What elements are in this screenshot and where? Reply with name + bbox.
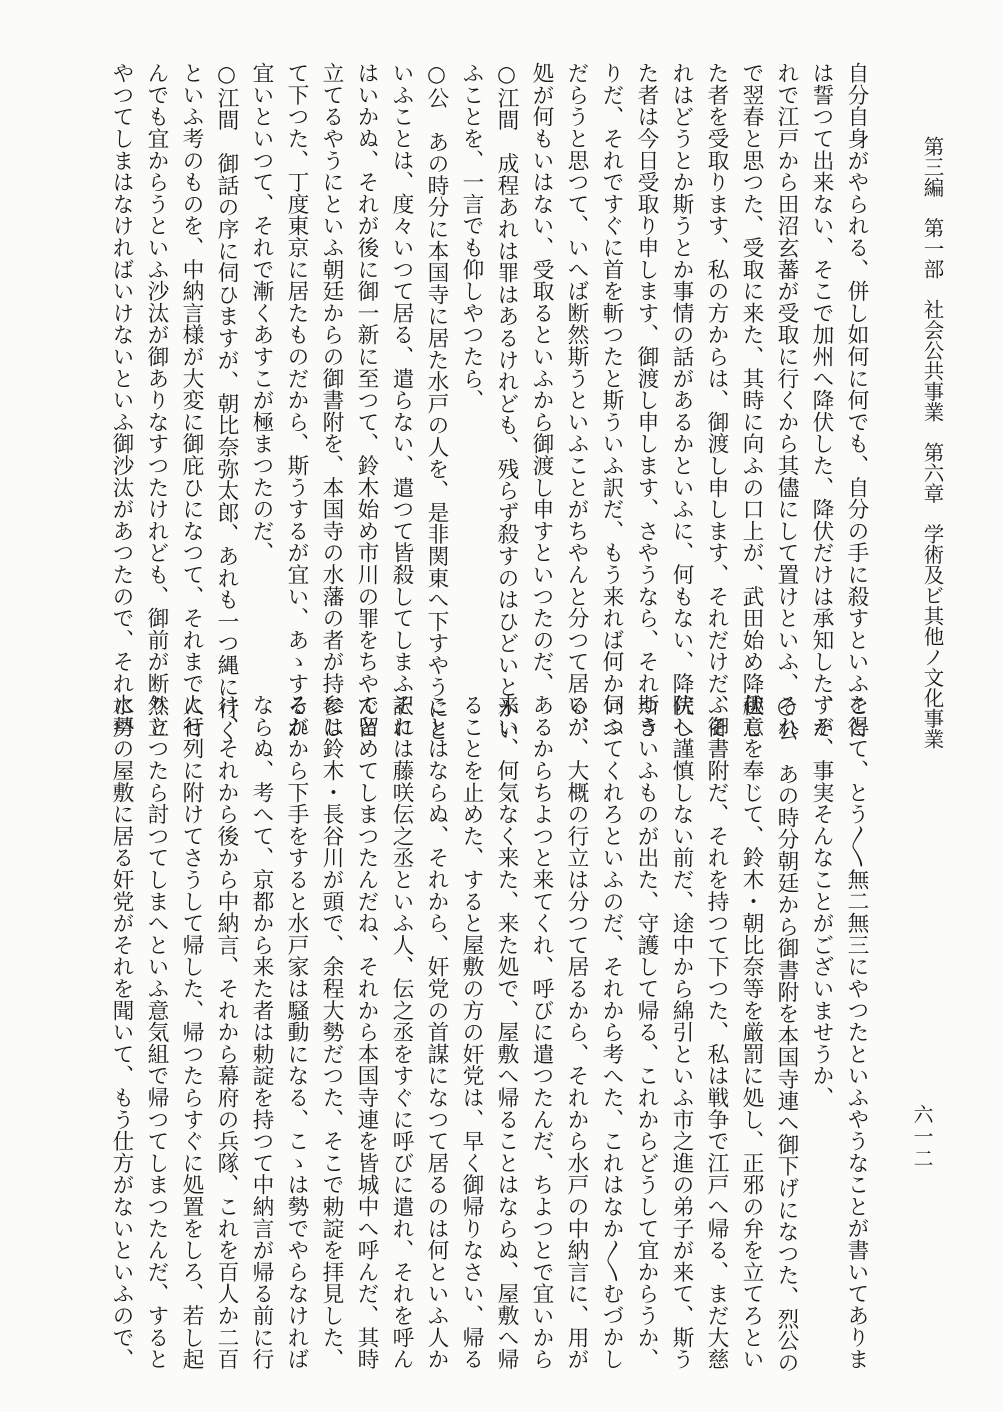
text-column: 来い、何気なく来た、来た処で、屋敷へ帰ることはならぬ、屋敷へ帰 bbox=[494, 694, 519, 1370]
text-column: それから下手をすると水戸家は騒動になる、こゝは勢でやらなければ bbox=[284, 694, 309, 1370]
text-column: ○公 あの時分朝廷から御書附を本国寺連へ御下げになつた、烈公の bbox=[774, 694, 799, 1374]
header-chapter-title: 学術及ビ其他ノ文化事業 bbox=[920, 523, 944, 749]
text-column: 処が何もいはない、受取るといふから御渡し申すといつたのだ、 bbox=[529, 62, 554, 695]
header-part: 第三編 bbox=[920, 136, 944, 198]
text-column: だらうと思つて、いへば断然斯うといふことがちやんと分つて居る、 bbox=[564, 62, 589, 738]
text-column: ることを止めた、すると屋敷の方の奸党は、早く御帰りなさい、帰る bbox=[459, 694, 484, 1370]
text-column: 水戸の屋敷に居る奸党がそれを聞いて、もう仕方がないといふので、 bbox=[109, 694, 134, 1370]
text-column: といふ考のものを、中納言様が大変に御庇ひになつて、それまでにせ bbox=[179, 62, 204, 738]
text-column: には鈴木・長谷川が頭で、余程大勢だつた、そこで勅諚を拝見した、 bbox=[319, 694, 344, 1370]
text-column: 宜いといつて、それで漸くあすこが極まつたのだ、 bbox=[249, 62, 274, 564]
text-column: て下つた、丁度東京に居たものだから、斯うするが宜い、あゝするが bbox=[284, 62, 309, 738]
header-chapter: 第六章 bbox=[920, 442, 944, 504]
text-column: ふ御書附だ、それを持つて下つた、私は戦争で江戸へ帰る、まだ大慈 bbox=[704, 694, 729, 1370]
text-column: ○江間 成程あれは罪はあるけれども、残らず殺すのはひどいとかい bbox=[494, 62, 519, 742]
text-column: それは藤咲伝之丞といふ人、伝之丞をすぐに呼びに遣れ、それを呼ん bbox=[389, 694, 414, 1370]
text-column: いふことは、度々いつて居る、遣らない、遣つて皆殺してしまふ訳に bbox=[389, 62, 414, 738]
text-column: 人行列に附けてさうして帰した、帰つたらすぐに処置をしろ、若し起 bbox=[179, 694, 204, 1370]
text-column: ○公 あの時分に本国寺に居た水戸の人を、是非関東へ下すやうにと bbox=[424, 62, 449, 742]
text-column: た者は今日受取り申します、御渡し申します、さやうなら、それつき bbox=[634, 62, 659, 738]
text-column: りだ、それですぐに首を斬つたと斯ういふ訳だ、もう来れば何かいふ bbox=[599, 62, 624, 738]
text-column: た者を受取ります、私の方からは、御渡し申します、それだけだ、そ bbox=[704, 62, 729, 738]
text-column: 斯ういふものが出た、守護して帰る、これからどうして宜からうか、 bbox=[634, 694, 659, 1370]
text-column: すが、事実そんなことがございませうか、 bbox=[809, 694, 834, 1109]
running-header bbox=[917, 136, 947, 749]
page-number: 六一二 bbox=[910, 1104, 934, 1170]
text-column: れで江戸から田沼玄蕃が受取に行くから其儘にして置けといふ、それ bbox=[774, 62, 799, 738]
text-column: 立てるやうにといふ朝廷からの御書附を、本国寺の水藩の者が持参し bbox=[319, 62, 344, 738]
text-column: あるからちよつと来てくれ、呼びに遣つたんだ、ちよつとで宜いから bbox=[529, 694, 554, 1370]
text-column: で留めてしまつたんだね、それから本国寺連を皆城中へ呼んだ、其時 bbox=[354, 694, 379, 1370]
text-column: は誓つて出来ない、そこで加州へ降伏した、降伏だけは承知した、そ bbox=[809, 62, 834, 738]
text-column: を得て、とう〳〵無二無三にやつたといふやうなことが書いてありま bbox=[844, 694, 869, 1370]
text-column: ふことを、一言でも仰しやつたら、 bbox=[459, 62, 484, 411]
text-column: んでも宜からうといふ沙汰が御ありなすつたけれども、御前が断然と bbox=[144, 62, 169, 738]
text-column: やつてしまはなければいけないといふ御沙汰があつたので、それに勢 bbox=[109, 62, 134, 738]
header-section: 社会公共事業 bbox=[920, 299, 944, 422]
text-column: ことはならぬ、それから、奸党の首謀になつて居るのは何といふ人か bbox=[424, 694, 449, 1370]
text-column: ならぬ、考へて、京都から来た者は勅諚を持つて中納言が帰る前に行 bbox=[249, 694, 274, 1370]
text-column: れはどうとか斯うとか事情の話があるかといふに、何もない、降伏し bbox=[669, 62, 694, 738]
text-column: いが、大概の行立は分つて居るから、それから水戸の中納言に、用が bbox=[564, 694, 589, 1370]
text-column: で翌春と思つた、受取に来た、其時に向ふの口上が、武田始め降伏し bbox=[739, 62, 764, 738]
text-column: ○江間 御話の序に伺ひますが、朝比奈弥太郎、あれも一つ縄に行く bbox=[214, 62, 239, 742]
text-column: け、それから後から中納言、それから幕府の兵隊、これを百人か二百 bbox=[214, 694, 239, 1370]
header-division: 第一部 bbox=[920, 217, 944, 279]
text-column: 自分自身がやられる、併し如何に何でも、自分の手に殺すといふこと bbox=[844, 62, 869, 738]
text-column: 趣意を奉じて、鈴木・朝比奈等を厳罰に処し、正邪の弁を立てろとい bbox=[739, 694, 764, 1370]
text-column: 院へ謹慎しない前だ、途中から綿引といふ市之進の弟子が来て、斯う bbox=[669, 694, 694, 1370]
text-column: はいかぬ、それが後に御一新に至つて、鈴木始め市川の罪をちやんと bbox=[354, 62, 379, 738]
text-column: り立つたら討つてしまへといふ意気組で帰つてしまつたんだ、すると bbox=[144, 694, 169, 1370]
text-column: 伺つてくれろといふのだ、それから考へた、これはなか〳〵むづかし bbox=[599, 694, 624, 1370]
